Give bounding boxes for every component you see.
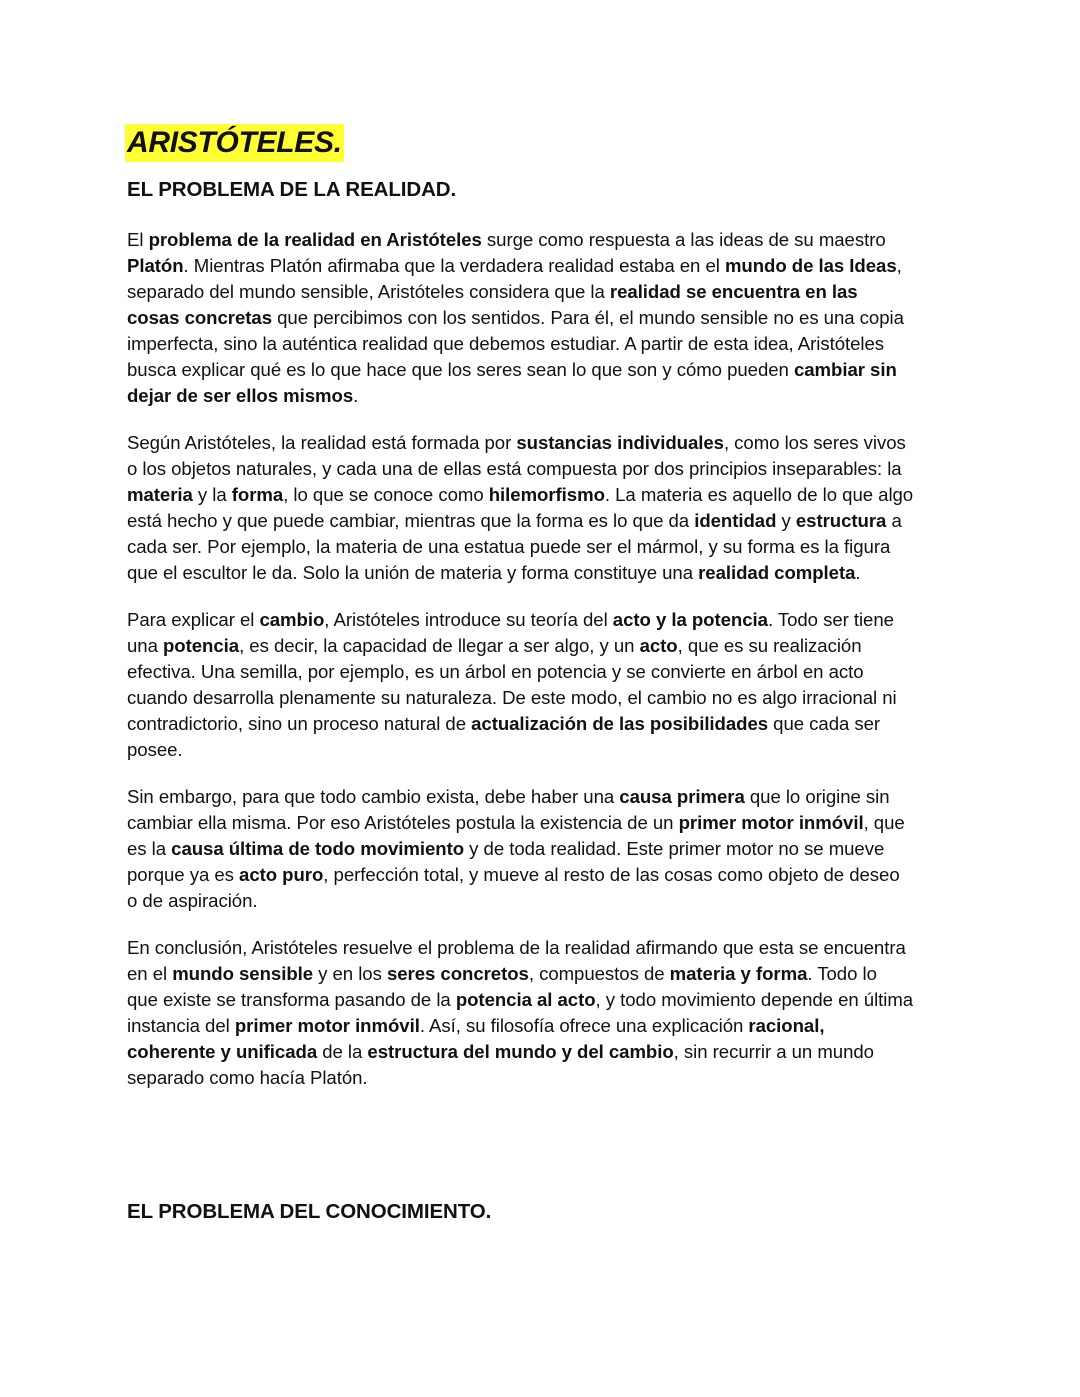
text-run: . Así, su filosofía ofrece una explicación [419, 1015, 749, 1036]
text-run: , que es su realización [677, 635, 862, 656]
text-run: y en los [313, 963, 387, 984]
bold-text: acto puro [239, 864, 324, 885]
bold-text: problema de la realidad en Aristóteles [148, 229, 482, 250]
bold-text: Platón [127, 255, 184, 276]
text-run: y de toda realidad. Este primer motor no se mueve [464, 838, 885, 859]
bold-text: forma [231, 484, 284, 505]
text-run: , lo que se conoce como [283, 484, 489, 505]
text-run: contradictorio, sino un proceso natural de [127, 713, 472, 734]
text-run: , y todo movimiento depende en última [595, 989, 914, 1010]
text-run: o los objetos naturales, y cada una de ellas está compuesta por dos principios inseparables: la [127, 458, 902, 479]
text-run: Según Aristóteles, la realidad está formada por [127, 432, 517, 453]
text-run: de la [317, 1041, 368, 1062]
bold-text: cambio [259, 609, 325, 630]
bold-text: racional, [748, 1015, 825, 1036]
bold-text: dejar de ser ellos mismos [127, 385, 354, 406]
bold-text: primer motor inmóvil [234, 1015, 420, 1036]
text-run: . [855, 562, 861, 583]
bold-text: hilemorfismo [488, 484, 605, 505]
text-run: en el [127, 963, 173, 984]
text-run: cambiar ella misma. Por eso Aristóteles postula la existencia de un [127, 812, 679, 833]
text-run: separado del mundo sensible, Aristóteles considera que la [127, 281, 610, 302]
text-run: o de aspiración. [127, 890, 258, 911]
text-run: , Aristóteles introduce su teoría del [324, 609, 613, 630]
section-heading-conocimiento: EL PROBLEMA DEL CONOCIMIENTO. [127, 1200, 492, 1223]
text-run: y la [192, 484, 232, 505]
text-run: que cada ser [768, 713, 881, 734]
bold-text: coherente y unificada [127, 1041, 318, 1062]
text-run: imperfecta, sino la auténtica realidad que debemos estudiar. A partir de esta idea, Aristóteles [127, 333, 885, 354]
text-run: posee. [127, 739, 183, 760]
text-run: . Todo ser tiene [767, 609, 894, 630]
bold-text: estructura del mundo y del cambio [367, 1041, 674, 1062]
text-run: que percibimos con los sentidos. Para él, el mundo sensible no es una copia [272, 307, 904, 328]
bold-text: seres concretos [386, 963, 529, 984]
bold-text: primer motor inmóvil [678, 812, 864, 833]
paragraph [127, 430, 957, 586]
paragraph [127, 227, 957, 409]
text-run: que lo origine sin [744, 786, 890, 807]
bold-text: acto [639, 635, 678, 656]
bold-text: materia y forma [669, 963, 808, 984]
text-run: . La materia es aquello de lo que algo [604, 484, 914, 505]
text-run: , es decir, la capacidad de llegar a ser algo, y un [239, 635, 640, 656]
text-run: a [886, 510, 902, 531]
text-run: está hecho y que puede cambiar, mientras que la forma es lo que da [127, 510, 695, 531]
bold-text: mundo de las Ideas [724, 255, 897, 276]
text-run: El [127, 229, 149, 250]
bold-text: realidad se encuentra en las [609, 281, 858, 302]
bold-text: causa última de todo movimiento [171, 838, 465, 859]
bold-text: potencia [163, 635, 240, 656]
text-run: separado como hacía Platón. [127, 1067, 368, 1088]
text-run: , compuestos de [528, 963, 670, 984]
text-run: una [127, 635, 163, 656]
paragraph [127, 607, 957, 763]
text-run: , como los seres vivos [723, 432, 906, 453]
bold-text: acto y la potencia [612, 609, 768, 630]
bold-text: potencia al acto [455, 989, 596, 1010]
text-run: que existe se transforma pasando de la [127, 989, 456, 1010]
text-run: , perfección total, y mueve al resto de las cosas como objeto de deseo [323, 864, 900, 885]
text-run: , que [863, 812, 905, 833]
paragraph [127, 784, 957, 914]
text-run: busca explicar qué es lo que hace que los seres sean lo que son y cómo pueden [127, 359, 794, 380]
document-page [127, 124, 957, 1225]
bold-text: identidad [694, 510, 777, 531]
bold-text: mundo sensible [172, 963, 314, 984]
text-run: porque ya es [127, 864, 240, 885]
bold-text: sustancias individuales [516, 432, 724, 453]
text-run: que el escultor le da. Solo la unión de materia y forma constituye una [127, 562, 699, 583]
bold-text: estructura [795, 510, 887, 531]
text-run: instancia del [127, 1015, 235, 1036]
text-run: cada ser. Por ejemplo, la materia de una estatua puede ser el mármol, y su forma es la figura [127, 536, 891, 557]
text-run: cuando desarrolla plenamente su naturaleza. De este modo, el cambio no es algo irracional ni [127, 687, 897, 708]
text-run: Sin embargo, para que todo cambio exista, debe haber una [127, 786, 620, 807]
section-heading-realidad: EL PROBLEMA DE LA REALIDAD. [127, 178, 457, 201]
bold-text: cambiar sin [793, 359, 897, 380]
text-run: surge como respuesta a las ideas de su maestro [481, 229, 886, 250]
text-run: . [353, 385, 359, 406]
bold-text: realidad completa [698, 562, 856, 583]
text-run: Para explicar el [127, 609, 260, 630]
text-run: En conclusión, Aristóteles resuelve el problema de la realidad afirmando que esta se encuentra [127, 937, 906, 958]
bold-text: actualización de las posibilidades [471, 713, 769, 734]
paragraph [127, 935, 957, 1091]
text-run: efectiva. Una semilla, por ejemplo, es un árbol en potencia y se convierte en árbol en acto [127, 661, 864, 682]
text-run: , sin recurrir a un mundo [673, 1041, 874, 1062]
document-title: ARISTÓTELES. [125, 124, 344, 162]
text-run: . Todo lo [807, 963, 877, 984]
text-run: . Mientras Platón afirmaba que la verdadera realidad estaba en el [183, 255, 725, 276]
text-run: es la [127, 838, 172, 859]
bold-text: causa primera [619, 786, 745, 807]
text-run: , [896, 255, 902, 276]
text-run: y [776, 510, 796, 531]
bold-text: materia [127, 484, 193, 505]
bold-text: cosas concretas [127, 307, 272, 328]
